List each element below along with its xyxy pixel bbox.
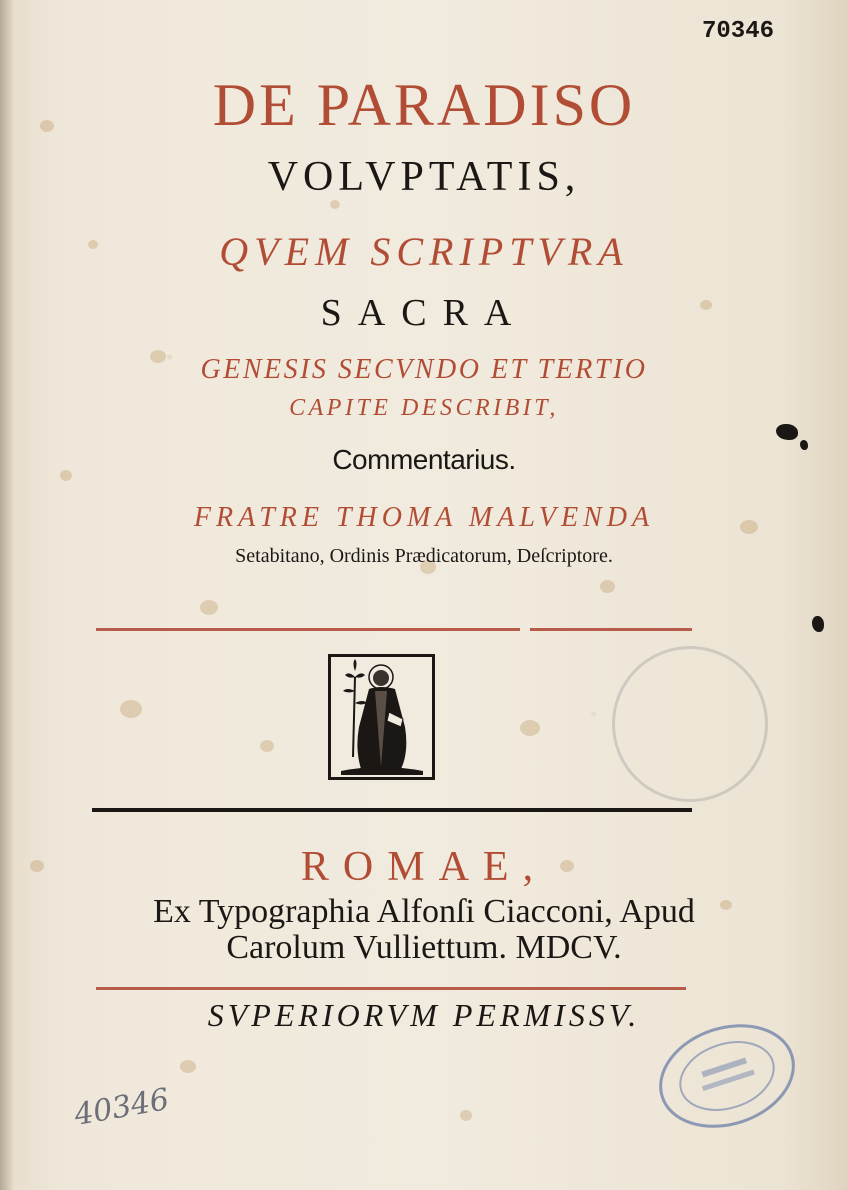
foxing-spot [120,700,142,718]
permission-line: SVPERIORVM PERMISSV. [207,997,641,1033]
title-line-6: CAPITE DESCRIBIT, [289,395,559,421]
foxing-spot [200,600,218,615]
shelfmark-number: 70346 [702,18,775,45]
title-line-3: QVEM SCRIPTVRA [219,229,629,274]
foxing-spot [180,1060,196,1073]
author-description: Setabitano, Ordinis Prædicatorum, Deſcriptore. [235,545,613,567]
saint-woodcut-icon [328,654,435,780]
red-rule [96,628,520,631]
foxing-spot [460,1110,472,1121]
foxing-spot [520,720,540,736]
ink-blot [776,424,798,440]
title-line-4: SACRA [320,292,528,334]
red-rule [530,628,692,631]
ink-blot [812,616,824,632]
foxing-spot [600,580,615,593]
library-stamp-icon [652,1020,802,1132]
title-line-5: GENESIS SECVNDO ET TERTIO [200,354,648,385]
library-stamp-graphic [652,1020,802,1132]
black-rule [92,808,692,812]
title-line-2: VOLVPTATIS, [267,154,581,200]
handwritten-number: 40346 [71,1081,172,1134]
faint-stamp-impression [612,646,768,802]
title-line-1: DE PARADISO [212,72,636,138]
woodcut-illustration [331,657,432,777]
ink-blot [800,440,808,450]
title-line-commentarius: Commentarius. [332,444,516,475]
author-line: FRATRE THOMA MALVENDA [193,502,655,533]
imprint-city: ROMAE, [300,844,548,890]
foxing-spot [260,740,274,752]
imprint-printer-2: Carolum Vulliettum. MDCV. [226,929,622,966]
imprint-printer: Ex Typographia Alfonſi Ciacconi, Apud [153,893,695,930]
red-rule [96,987,686,990]
